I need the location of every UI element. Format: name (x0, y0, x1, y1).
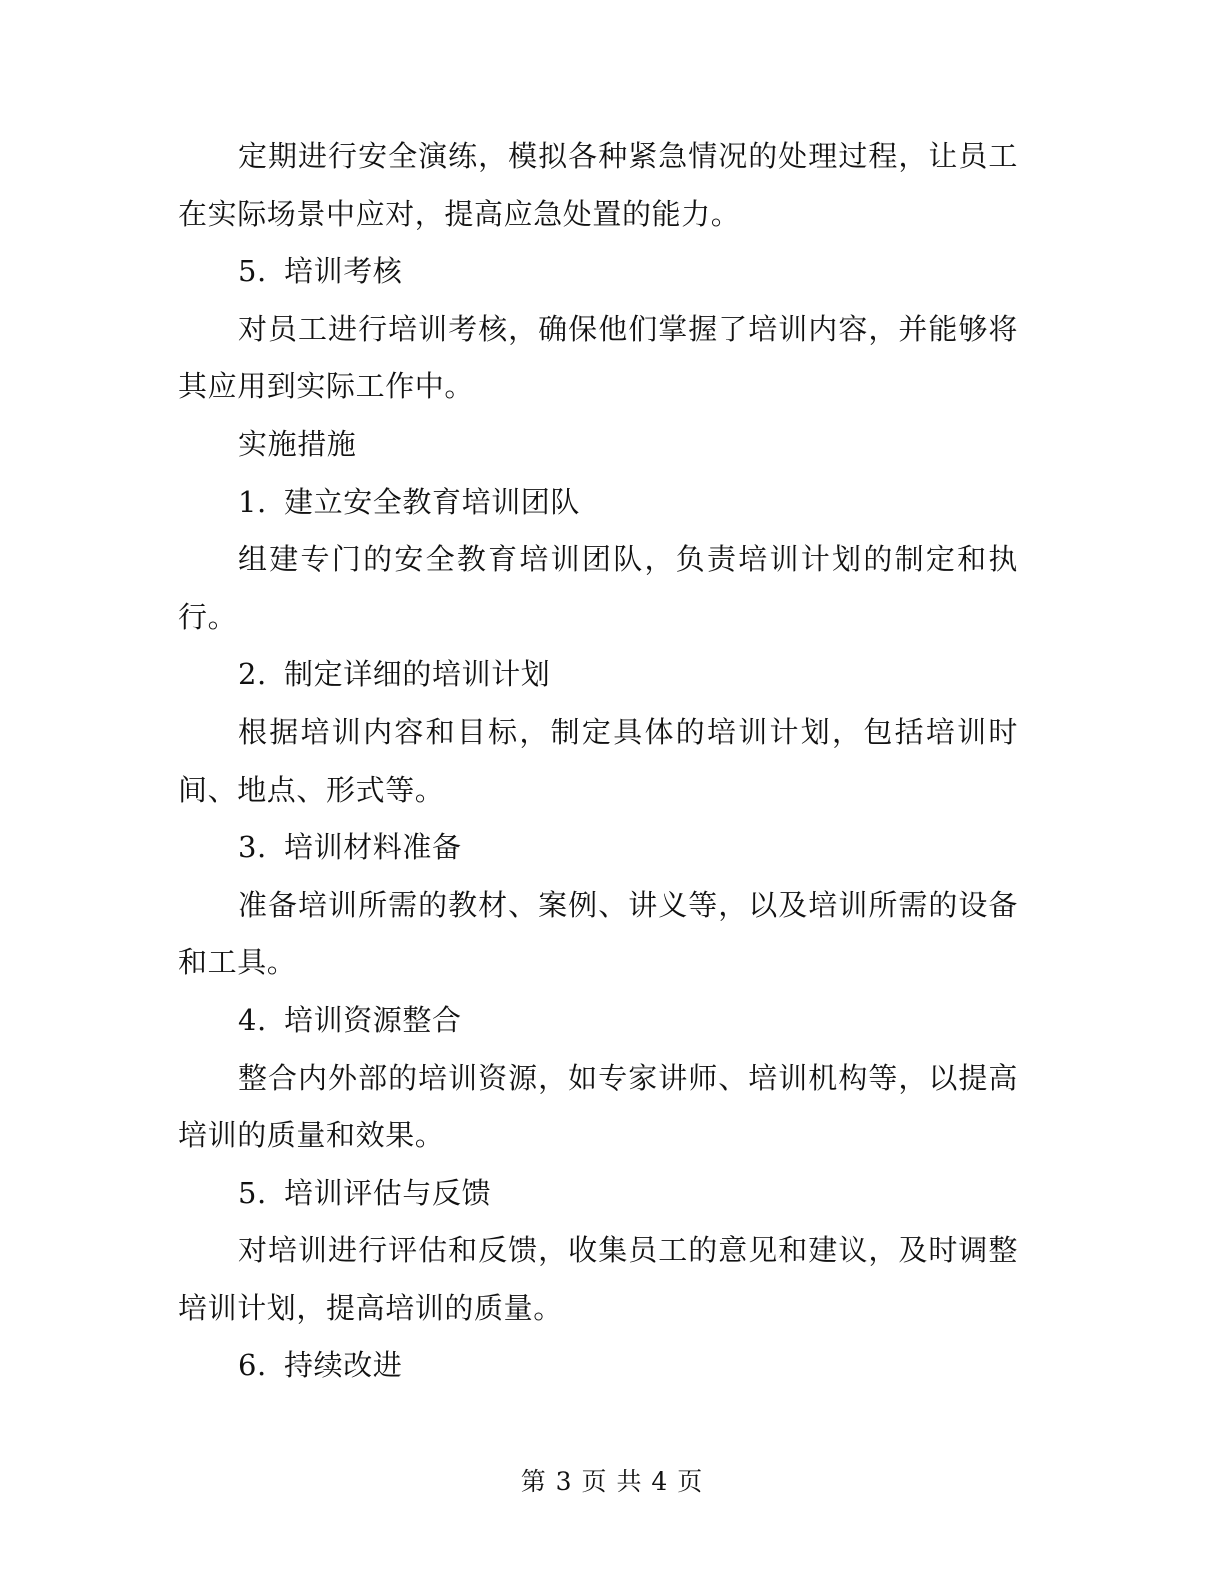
paragraph-training-materials: 准备培训所需的教材、案例、讲义等，以及培训所需的设备和工具。 (178, 887, 1018, 980)
heading-continuous-improvement (178, 1337, 1018, 1395)
page-number-footer: 第 3 页 共 4 页 (520, 1467, 704, 1496)
paragraph-training-plan: 根据培训内容和目标，制定具体的培训计划，包括培训时间、地点、形式等。 (178, 714, 1018, 807)
heading-number: 3. (238, 830, 267, 865)
heading-number: 2. (238, 657, 267, 692)
heading-number: 1. (238, 484, 267, 519)
heading-training-materials (178, 819, 1018, 877)
paragraph-resource-integration: 整合内外部的培训资源，如专家讲师、培训机构等，以提高培训的质量和效果。 (178, 1060, 1018, 1153)
heading-text: 培训评估与反馈 (284, 1175, 492, 1210)
heading-text: 持续改进 (284, 1348, 403, 1383)
document-body (178, 128, 1018, 1395)
heading-training-assessment (178, 243, 1018, 301)
heading-training-plan (178, 646, 1018, 704)
heading-evaluation-feedback (178, 1165, 1018, 1223)
heading-resource-integration (178, 992, 1018, 1050)
paragraph-drill: 定期进行安全演练，模拟各种紧急情况的处理过程，让员工在实际场景中应对，提高应急处置的能力。 (178, 139, 1018, 231)
paragraph-assessment: 对员工进行培训考核，确保他们掌握了培训内容，并能够将其应用到实际工作中。 (178, 311, 1018, 404)
heading-number: 4. (238, 1002, 267, 1037)
heading-text: 培训资源整合 (284, 1002, 462, 1037)
paragraph-training-team: 组建专门的安全教育培训团队，负责培训计划的制定和执行。 (178, 542, 1018, 634)
heading-training-team (178, 474, 1018, 532)
heading-text: 制定详细的培训计划 (284, 657, 551, 692)
heading-number: 5. (238, 254, 267, 289)
paragraph-evaluation-feedback: 对培训进行评估和反馈，收集员工的意见和建议，及时调整培训计划，提高培训的质量。 (178, 1233, 1018, 1325)
heading-number: 6. (238, 1348, 267, 1383)
heading-text: 培训材料准备 (284, 830, 462, 865)
heading-text: 建立安全教育培训团队 (284, 484, 581, 519)
heading-number: 5. (238, 1175, 267, 1210)
section-title-implementation: 实施措施 (238, 426, 357, 461)
heading-text: 培训考核 (284, 254, 403, 289)
